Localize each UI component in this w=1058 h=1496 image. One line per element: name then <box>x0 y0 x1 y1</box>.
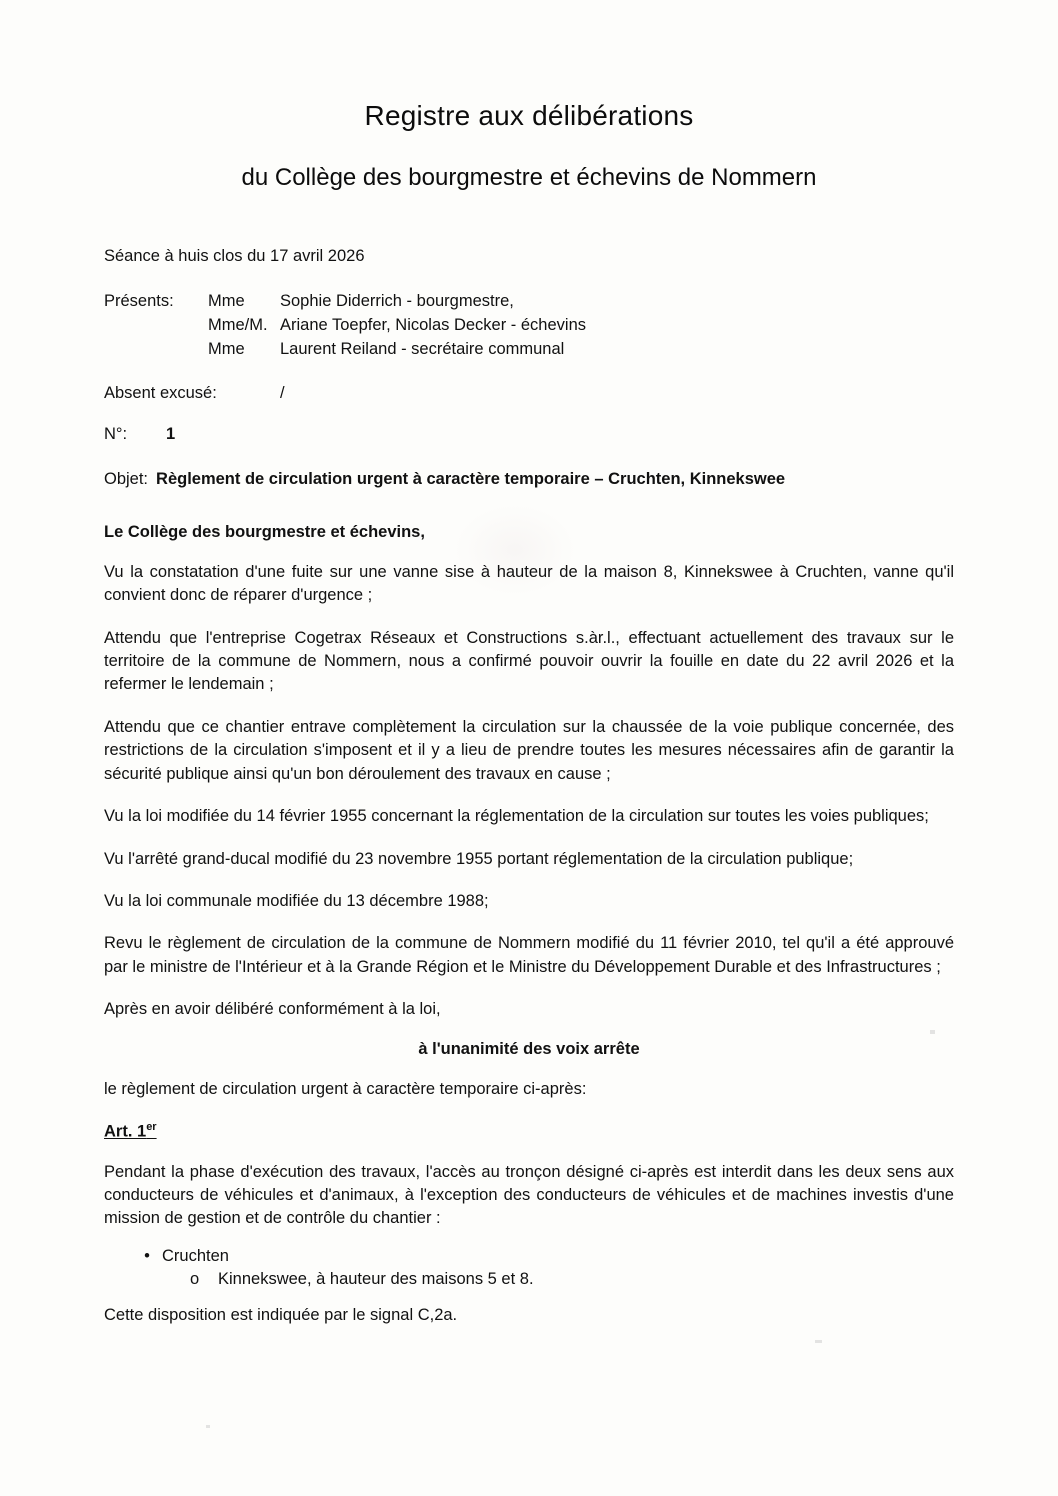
page-subtitle: du Collège des bourgmestre et échevins de Nommern <box>241 164 817 191</box>
attendee-civility: Mme/M. <box>208 315 268 334</box>
attendees-label-spacer <box>104 314 208 338</box>
article-heading-superscript: er <box>146 1121 157 1134</box>
attendee-names: Laurent Reiland - secrétaire communal <box>280 339 565 358</box>
absent-value: / <box>280 383 285 402</box>
closing-line: Cette disposition est indiquée par le signal C,2a. <box>104 1305 458 1324</box>
article-body: Pendant la phase d'exécution des travaux, l'accès au tronçon désigné ci-après est interdit dans les deux sens aux conducteurs de véhicules et d'animaux, à l'exception des conducteurs de véhicules et de machines investis d'une mission de gestion et de contrôle du chantier : <box>104 1162 954 1228</box>
subject-value: Règlement de circulation urgent à caractère temporaire – Cruchten, Kinnekswee <box>156 469 786 488</box>
bullet-dot-icon: • <box>144 1246 150 1265</box>
subject-row <box>104 470 954 489</box>
attendee-row <box>104 314 954 338</box>
paragraph-8: Après en avoir délibéré conformément à la loi, <box>104 1000 441 1019</box>
attendees-block <box>104 290 954 362</box>
scan-speck <box>815 1340 822 1343</box>
paragraph-3: Attendu que ce chantier entrave complètement la circulation sur la chaussée de la voie publique concernée, des restrictions de la circulation s'imposent et il y a lieu de prendre toutes les mesures nécessaires afin de garantir la sécurité publique ainsi qu'un bon déroulement des travaux en cause ; <box>104 717 954 783</box>
absent-label: Absent excusé: <box>104 383 217 402</box>
attendees-label-spacer <box>104 338 208 362</box>
attendee-row <box>104 338 954 362</box>
paragraph-4: Vu la loi modifiée du 14 février 1955 concernant la réglementation de la circulation sur toutes les voies publiques; <box>104 807 929 826</box>
absent-row <box>104 384 954 403</box>
page-title: Registre aux délibérations <box>364 100 694 131</box>
attendee-names: Sophie Diderrich - bourgmestre, <box>280 292 514 310</box>
article-heading <box>104 1121 954 1142</box>
attendee-row <box>104 290 954 314</box>
paragraph-5: Vu l'arrêté grand-ducal modifié du 23 novembre 1955 portant réglementation de la circulation publique; <box>104 849 854 868</box>
number-label: N°: <box>104 424 128 443</box>
list-item-label: Cruchten <box>162 1246 229 1265</box>
unanimity-line: à l'unanimité des voix arrête <box>418 1039 640 1058</box>
document-content <box>104 0 954 1325</box>
number-row <box>104 425 954 444</box>
intro-line: le règlement de circulation urgent à caractère temporaire ci-après: <box>104 1079 587 1098</box>
scan-speck <box>206 1425 210 1428</box>
number-value: 1 <box>166 424 176 443</box>
list-item <box>104 1270 954 1289</box>
attendee-names: Ariane Toepfer, Nicolas Decker - échevins <box>280 315 587 334</box>
article-heading-text: Art. 1 <box>104 1122 147 1141</box>
paragraph-7: Revu le règlement de circulation de la commune de Nommern modifié du 11 février 2010, tel qu'il a été approuvé par le ministre de l'Intérieur et à la Grande Région et le Ministre du Développement Durable et des Infrastructures ; <box>104 934 954 976</box>
paragraph-2: Attendu que l'entreprise Cogetrax Réseaux et Constructions s.àr.l., effectuant actuellement des travaux sur le territoire de la commune de Nommern, nous a confirmé pouvoir ouvrir la fouille en date du 22 avril 2026 et la refermer le lendemain ; <box>104 628 954 694</box>
paragraph-6: Vu la loi communale modifiée du 13 décembre 1988; <box>104 891 489 910</box>
subject-label: Objet: <box>104 469 149 488</box>
college-heading: Le Collège des bourgmestre et échevins, <box>104 522 425 541</box>
paragraph-1: Vu la constatation d'une fuite sur une vanne sise à hauteur de la maison 8, Kinnekswee à Cruchten, vanne qu'il convient donc de réparer d'urgence ; <box>104 562 954 605</box>
attendee-civility: Mme <box>208 339 245 358</box>
attendees-label: Présents: <box>104 292 174 310</box>
session-line: Séance à huis clos du 17 avril 2026 <box>104 247 365 265</box>
bullet-circle-icon: o <box>190 1269 200 1288</box>
list-item <box>104 1247 954 1266</box>
list-item-label: Kinnekswee, à hauteur des maisons 5 et 8. <box>218 1269 534 1288</box>
attendee-civility: Mme <box>208 292 245 310</box>
